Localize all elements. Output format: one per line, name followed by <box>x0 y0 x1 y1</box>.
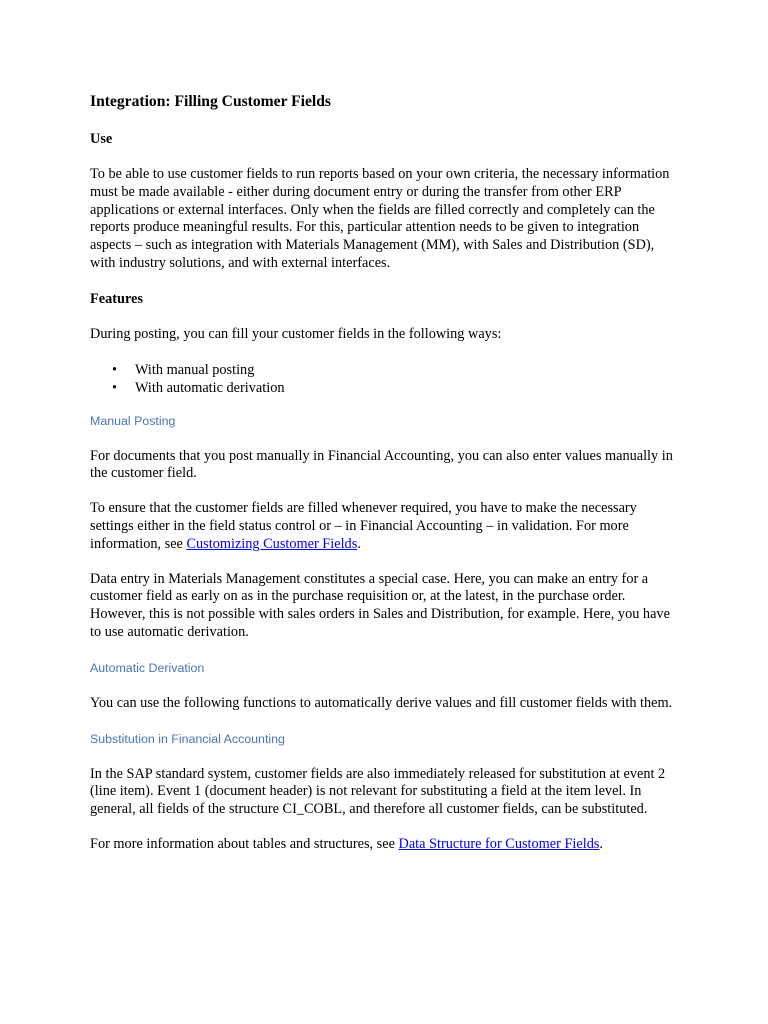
use-heading: Use <box>90 131 113 147</box>
manual-posting-paragraph-1: For documents that you post manually in Financial Accounting, you can also enter values manually in the customer field. <box>90 447 673 482</box>
bullet-icon: • <box>112 379 118 396</box>
features-intro: During posting, you can fill your customer fields in the following ways: <box>90 325 502 342</box>
manual-posting-paragraph-3: Data entry in Materials Management constitutes a special case. Here, you can make an entry for a customer field as early on as in the purchase requisition or, at the latest, in the purchase order. However, this is not possible with sales orders in Sales and Distribution, for example. Here, you have to use automatic derivation. <box>90 570 670 640</box>
list-item <box>90 379 680 397</box>
list-item-text: With automatic derivation <box>135 379 285 396</box>
manual-posting-paragraph-2-text: To ensure that the customer fields are filled whenever required, you have to make the necessary settings either in the field status control or – in Financial Accounting – in validation. For more information, see <box>90 500 637 552</box>
bullet-icon: • <box>112 361 118 378</box>
features-list <box>90 361 680 397</box>
manual-posting-paragraph-2-end: . <box>357 535 361 552</box>
document-page <box>90 92 680 871</box>
features-heading: Features <box>90 290 143 307</box>
substitution-paragraph-1: In the SAP standard system, customer fields are also immediately released for substitution at event 2 (line item). Event 1 (document header) is not relevant for substituting a field at the item level. In general, all fields of the structure CI_COBL, and therefore all customer fields, can be substituted. <box>90 765 666 818</box>
automatic-derivation-heading: Automatic Derivation <box>90 660 205 675</box>
use-paragraph: To be able to use customer fields to run reports based on your own criteria, the necessary information must be made available - either during document entry or during the transfer from other ERP applications or external interfaces. Only when the fields are filled correctly and completely can the reports produce meaningful results. For this, particular attention needs to be given to integration aspects – such as integration with Materials Management (MM), with Sales and Distribution (SD), with industry solutions, and with external interfaces. <box>90 166 670 271</box>
list-item-text: With manual posting <box>135 361 255 378</box>
customizing-customer-fields-link[interactable]: Customizing Customer Fields <box>186 535 358 552</box>
substitution-heading: Substitution in Financial Accounting <box>90 731 285 746</box>
data-structure-link[interactable]: Data Structure for Customer Fields <box>398 835 600 852</box>
page-title: Integration: Filling Customer Fields <box>90 93 331 110</box>
substitution-paragraph-2-end: . <box>599 835 603 852</box>
substitution-paragraph-2-text: For more information about tables and structures, see <box>90 835 399 852</box>
manual-posting-heading: Manual Posting <box>90 413 176 428</box>
substitution-paragraph-2 <box>90 836 680 854</box>
automatic-derivation-paragraph: You can use the following functions to automatically derive values and fill customer fields with them. <box>90 694 673 711</box>
list-item <box>90 361 680 379</box>
manual-posting-paragraph-2 <box>90 500 680 553</box>
